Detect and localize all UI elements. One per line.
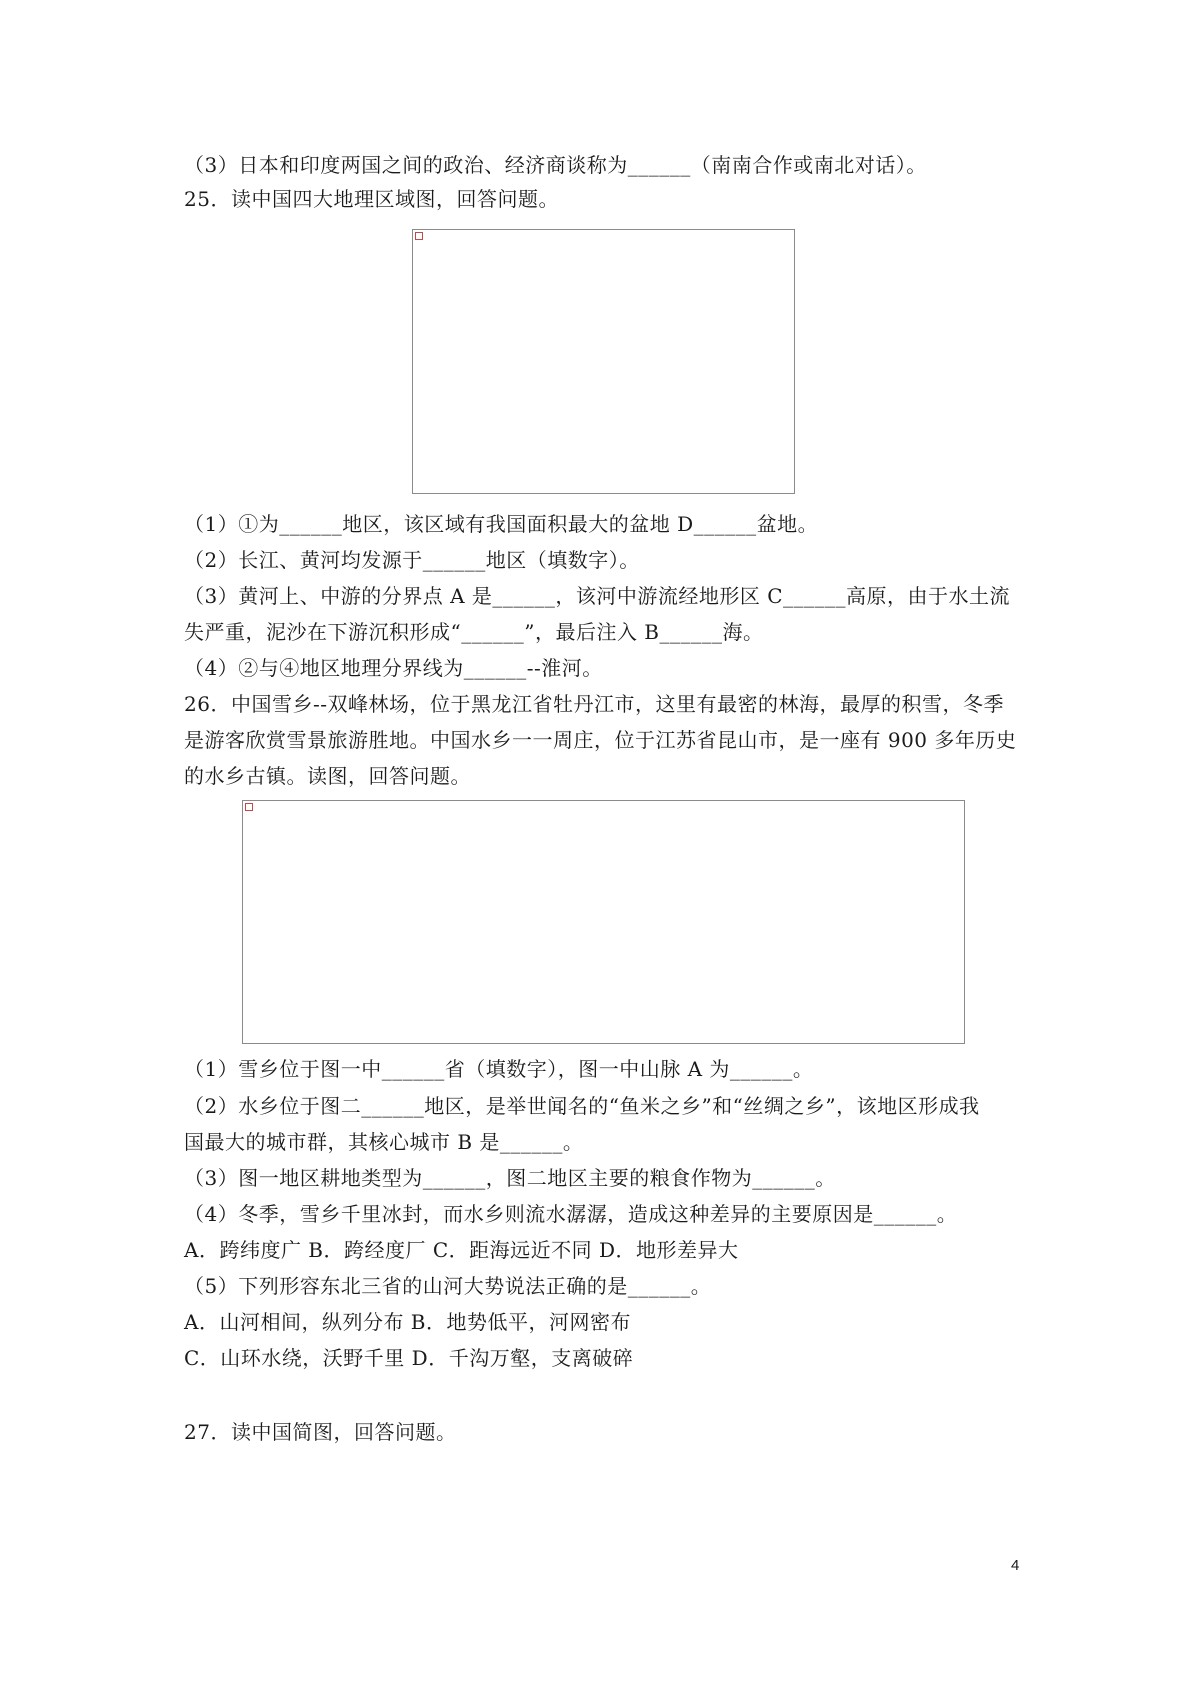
page-number: 4 xyxy=(1011,1557,1020,1574)
q26-sub4-options: A．跨纬度广 B．跨经度厂 C．距海远近不同 D．地形差异大 xyxy=(184,1238,739,1262)
q26-stem-b: 是游客欣赏雪景旅游胜地。中国水乡一一周庄，位于江苏省昆山市，是一座有 900 多年历史 xyxy=(184,728,1017,752)
q26-sub5: （5）下列形容东北三省的山河大势说法正确的是______。 xyxy=(184,1274,712,1298)
q25-sub3-b: 失严重，泥沙在下游沉积形成“______”，最后注入 B______海。 xyxy=(184,620,764,644)
q26-sub2-a: （2）水乡位于图二______地区，是举世闻名的“鱼米之乡”和“丝绸之乡”，该地区形成我 xyxy=(184,1094,980,1118)
q25-sub4: （4）②与④地区地理分界线为______--淮河。 xyxy=(184,656,603,680)
snow-town-water-town-maps-image xyxy=(242,800,965,1044)
q27-stem: 27．读中国简图，回答问题。 xyxy=(184,1420,457,1444)
china-four-regions-map-image xyxy=(412,229,795,494)
q25-stem: 25．读中国四大地理区域图，回答问题。 xyxy=(184,187,559,211)
q26-sub2-b: 国最大的城市群，其核心城市 B 是______。 xyxy=(184,1130,584,1154)
broken-image-icon xyxy=(415,232,423,240)
q26-sub1: （1）雪乡位于图一中______省（填数字），图一中山脉 A 为______。 xyxy=(184,1057,814,1081)
q25-sub1: （1）①为______地区，该区域有我国面积最大的盆地 D______盆地。 xyxy=(184,512,819,536)
q26-sub5-options-ab: A．山河相间，纵列分布 B．地势低平，河网密布 xyxy=(184,1310,631,1334)
q25-sub2: （2）长江、黄河均发源于______地区（填数字）。 xyxy=(184,548,640,572)
q26-stem-c: 的水乡古镇。读图，回答问题。 xyxy=(184,764,471,788)
q26-sub5-options-cd: C．山环水绕，沃野千里 D．千沟万壑，支离破碎 xyxy=(184,1346,634,1370)
q26-stem-a: 26．中国雪乡--双峰林场，位于黑龙江省牡丹江市，这里有最密的林海，最厚的积雪，冬季 xyxy=(184,692,1004,716)
q24-sub3: （3）日本和印度两国之间的政治、经济商谈称为______（南南合作或南北对话）。 xyxy=(184,153,927,177)
q25-sub3-a: （3）黄河上、中游的分界点 A 是______，该河中游流经地形区 C______高原，由于水土流 xyxy=(184,584,1011,608)
q26-sub3: （3）图一地区耕地类型为______，图二地区主要的粮食作物为______。 xyxy=(184,1166,836,1190)
q26-sub4: （4）冬季，雪乡千里冰封，而水乡则流水潺潺，造成这种差异的主要原因是______。 xyxy=(184,1202,958,1226)
broken-image-icon xyxy=(245,803,253,811)
